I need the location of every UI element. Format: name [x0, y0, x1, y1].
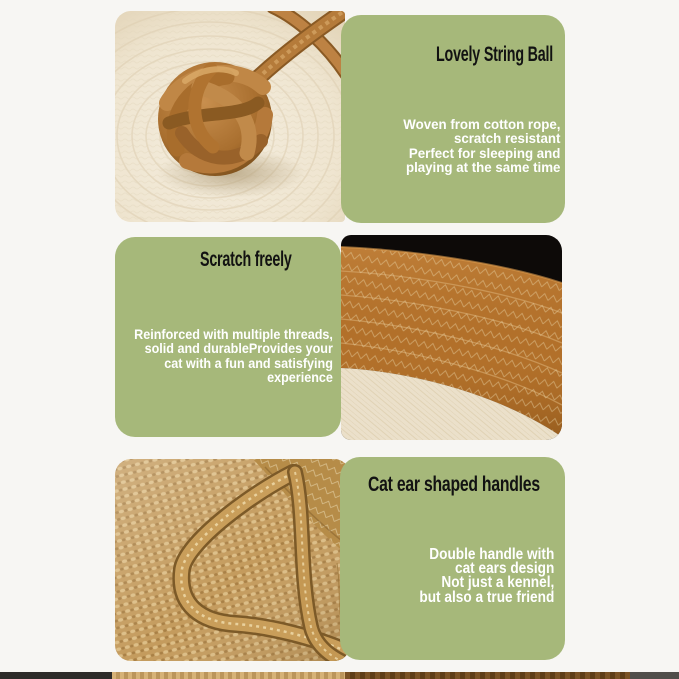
- string-ball-photo: [115, 11, 345, 222]
- body-line: but also a true friend: [419, 588, 554, 606]
- feature-body-handles: [419, 548, 554, 605]
- basket-rim-illustration: [341, 235, 562, 440]
- body-line: Reinforced with multiple threads,: [134, 326, 333, 342]
- body-line: Not just a kennel,: [441, 574, 554, 592]
- feature-title-scratch: Scratch freely: [200, 248, 292, 271]
- basket-rim-photo: [341, 235, 562, 440]
- body-line: playing at the same time: [405, 159, 560, 176]
- bottom-crop-strip-brown: [345, 672, 630, 679]
- feature-body-scratch: [134, 327, 333, 385]
- cat-ear-handle-illustration: [115, 459, 350, 661]
- string-ball-illustration: [115, 11, 345, 222]
- body-line: cat with a fun and satisfying: [164, 354, 333, 371]
- bottom-crop-strip-tan: [112, 672, 345, 679]
- body-line: Double handle with: [428, 546, 554, 563]
- body-line: cat ears design: [454, 560, 554, 578]
- body-line: experience: [267, 369, 333, 386]
- body-line: Woven from cotton rope,: [402, 116, 560, 132]
- feature-body-string-ball: [403, 117, 560, 175]
- feature-title-string-ball: Lovely String Ball: [436, 43, 553, 66]
- cat-ear-handle-photo: [115, 459, 350, 661]
- feature-title-handles: Cat ear shaped handles: [368, 473, 540, 496]
- body-line: solid and durableProvides your: [144, 340, 333, 357]
- bottom-crop-strip-dark-left: [0, 672, 112, 679]
- body-line: scratch resistant: [453, 130, 560, 147]
- bottom-crop-strip-gray-right: [630, 672, 679, 679]
- body-line: Perfect for sleeping and: [408, 144, 560, 161]
